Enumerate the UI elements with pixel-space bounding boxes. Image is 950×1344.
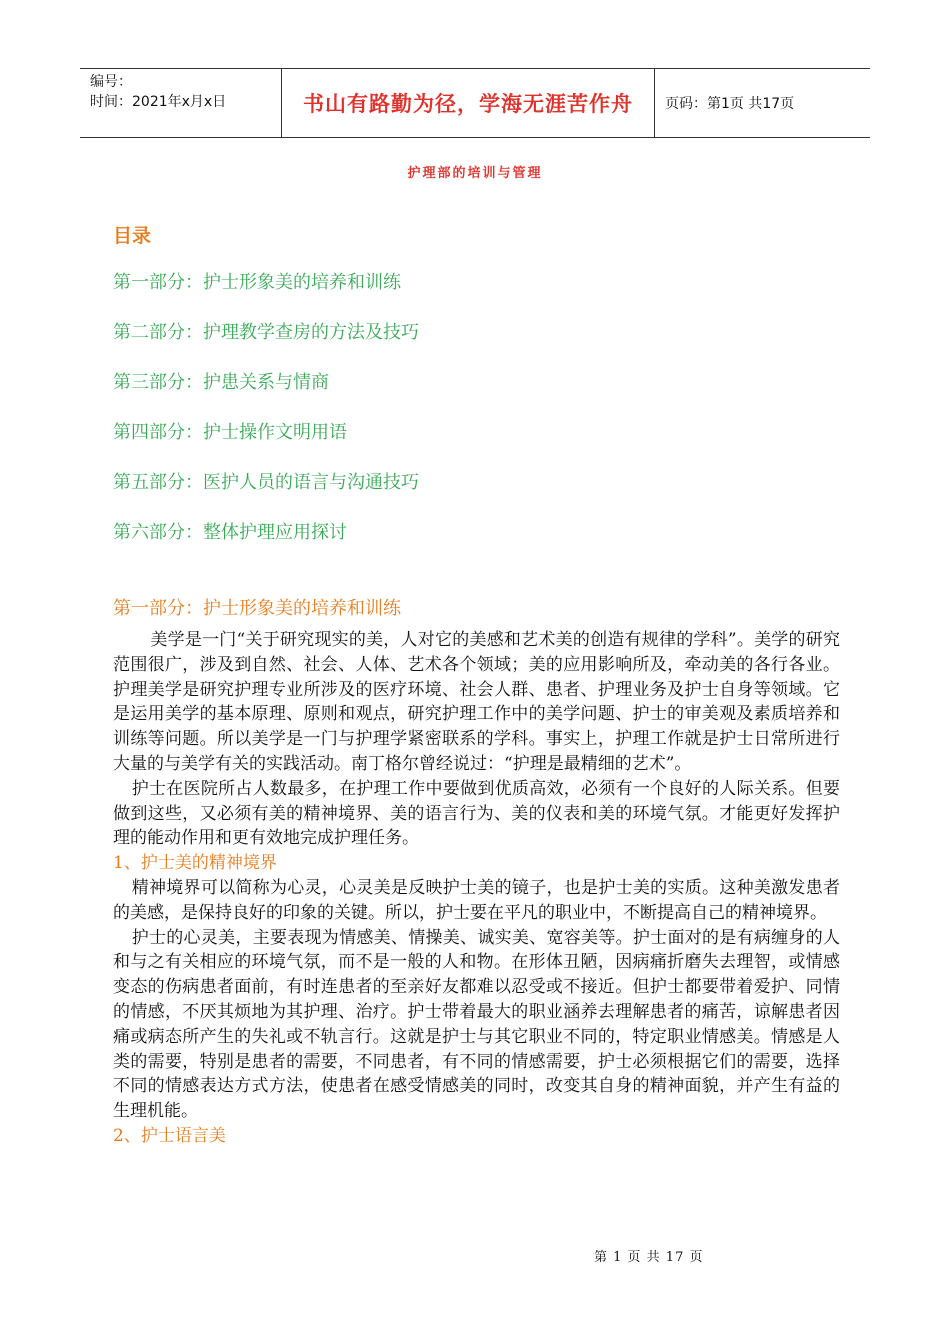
document-title: 护理部的培训与管理 xyxy=(407,166,543,181)
toc-heading: 目录 xyxy=(113,225,152,247)
subsection-heading: 2、护士语言美 xyxy=(113,1125,226,1146)
toc-item[interactable]: 第二部分：护理教学查房的方法及技巧 xyxy=(113,322,419,343)
subsection-heading: 1、护士美的精神境界 xyxy=(113,853,277,874)
page-footer: 第 1 页 共 17 页 xyxy=(594,1250,704,1265)
paragraph: 美学是一门“关于研究现实的美，人对它的美感和艺术美的创造有规律的学科”。美学的研究范围很广，涉及到自然、社会、人体、艺术各个领域；美的应用影响所及，牵动美的各行各业。护理美学是研究护理专业所涉及的医疗环境、社会人群、患者、护理业务及护士自身等领域。它是运用美学的基本原理、原则和观点，研究护理工作中的美学问题、护士的审美观及素质培养和训练等问题。所以美学是一门与护理学紧密联系的学科。事实上，护理工作就是护士日常所进行大量的与美学有关的实践活动。南丁格尔曾经说过：“护理是最精细的艺术”。 xyxy=(113,630,840,774)
section-heading: 第一部分：护士形象美的培养和训练 xyxy=(113,598,401,619)
header-table xyxy=(80,68,870,138)
body-content xyxy=(113,628,840,1149)
toc-item[interactable]: 第五部分：医护人员的语言与沟通技巧 xyxy=(113,472,419,493)
code-label: 编号： xyxy=(90,74,132,90)
toc-list xyxy=(113,270,419,570)
toc-item[interactable]: 第一部分：护士形象美的培养和训练 xyxy=(113,272,401,293)
paragraph: 精神境界可以简称为心灵，心灵美是反映护士美的镜子，也是护士美的实质。这种美激发患者的美感，是保持良好的印象的关键。所以，护士要在平凡的职业中，不断提高自己的精神境界。 xyxy=(113,877,840,923)
toc-item[interactable]: 第四部分：护士操作文明用语 xyxy=(113,422,347,443)
toc-item[interactable]: 第三部分：护患关系与情商 xyxy=(113,372,329,393)
header-page-info: 页码：第1页 共17页 xyxy=(665,96,795,112)
toc-item[interactable]: 第六部分：整体护理应用探讨 xyxy=(113,522,347,543)
paragraph: 护士在医院所占人数最多，在护理工作中要做到优质高效，必须有一个良好的人际关系。但要做到这些，又必须有美的精神境界、美的语言行为、美的仪表和美的环境气氛。才能更好发挥护理的能动作用和更有效地完成护理任务。 xyxy=(113,778,840,849)
time-label: 时间：2021年x月x日 xyxy=(90,94,227,110)
header-meta xyxy=(80,69,282,137)
header-motto: 书山有路勤为径，学海无涯苦作舟 xyxy=(282,69,655,137)
paragraph: 护士的心灵美，主要表现为情感美、情操美、诚实美、宽容美等。护士面对的是有病缠身的人和与之有关相应的环境气氛，而不是一般的人和物。在形体丑陋，因病痛折磨失去理智，或情感变态的伤病患者面前，有时连患者的至亲好友都难以忍受或不接近。但护士都要带着爱护、同情的情感，不厌其烦地为其护理、治疗。护士带着最大的职业涵养去理解患者的痛苦，谅解患者因痛或病态所产生的失礼或不轨言行。这就是护士与其它职业不同的，特定职业情感美。情感是人类的需要，特别是患者的需要，不同患者，有不同的情感需要，护士必须根据它们的需要，选择不同的情感表达方式方法，使患者在感受情感美的同时，改变其自身的精神面貌，并产生有益的生理机能。 xyxy=(113,927,840,1122)
